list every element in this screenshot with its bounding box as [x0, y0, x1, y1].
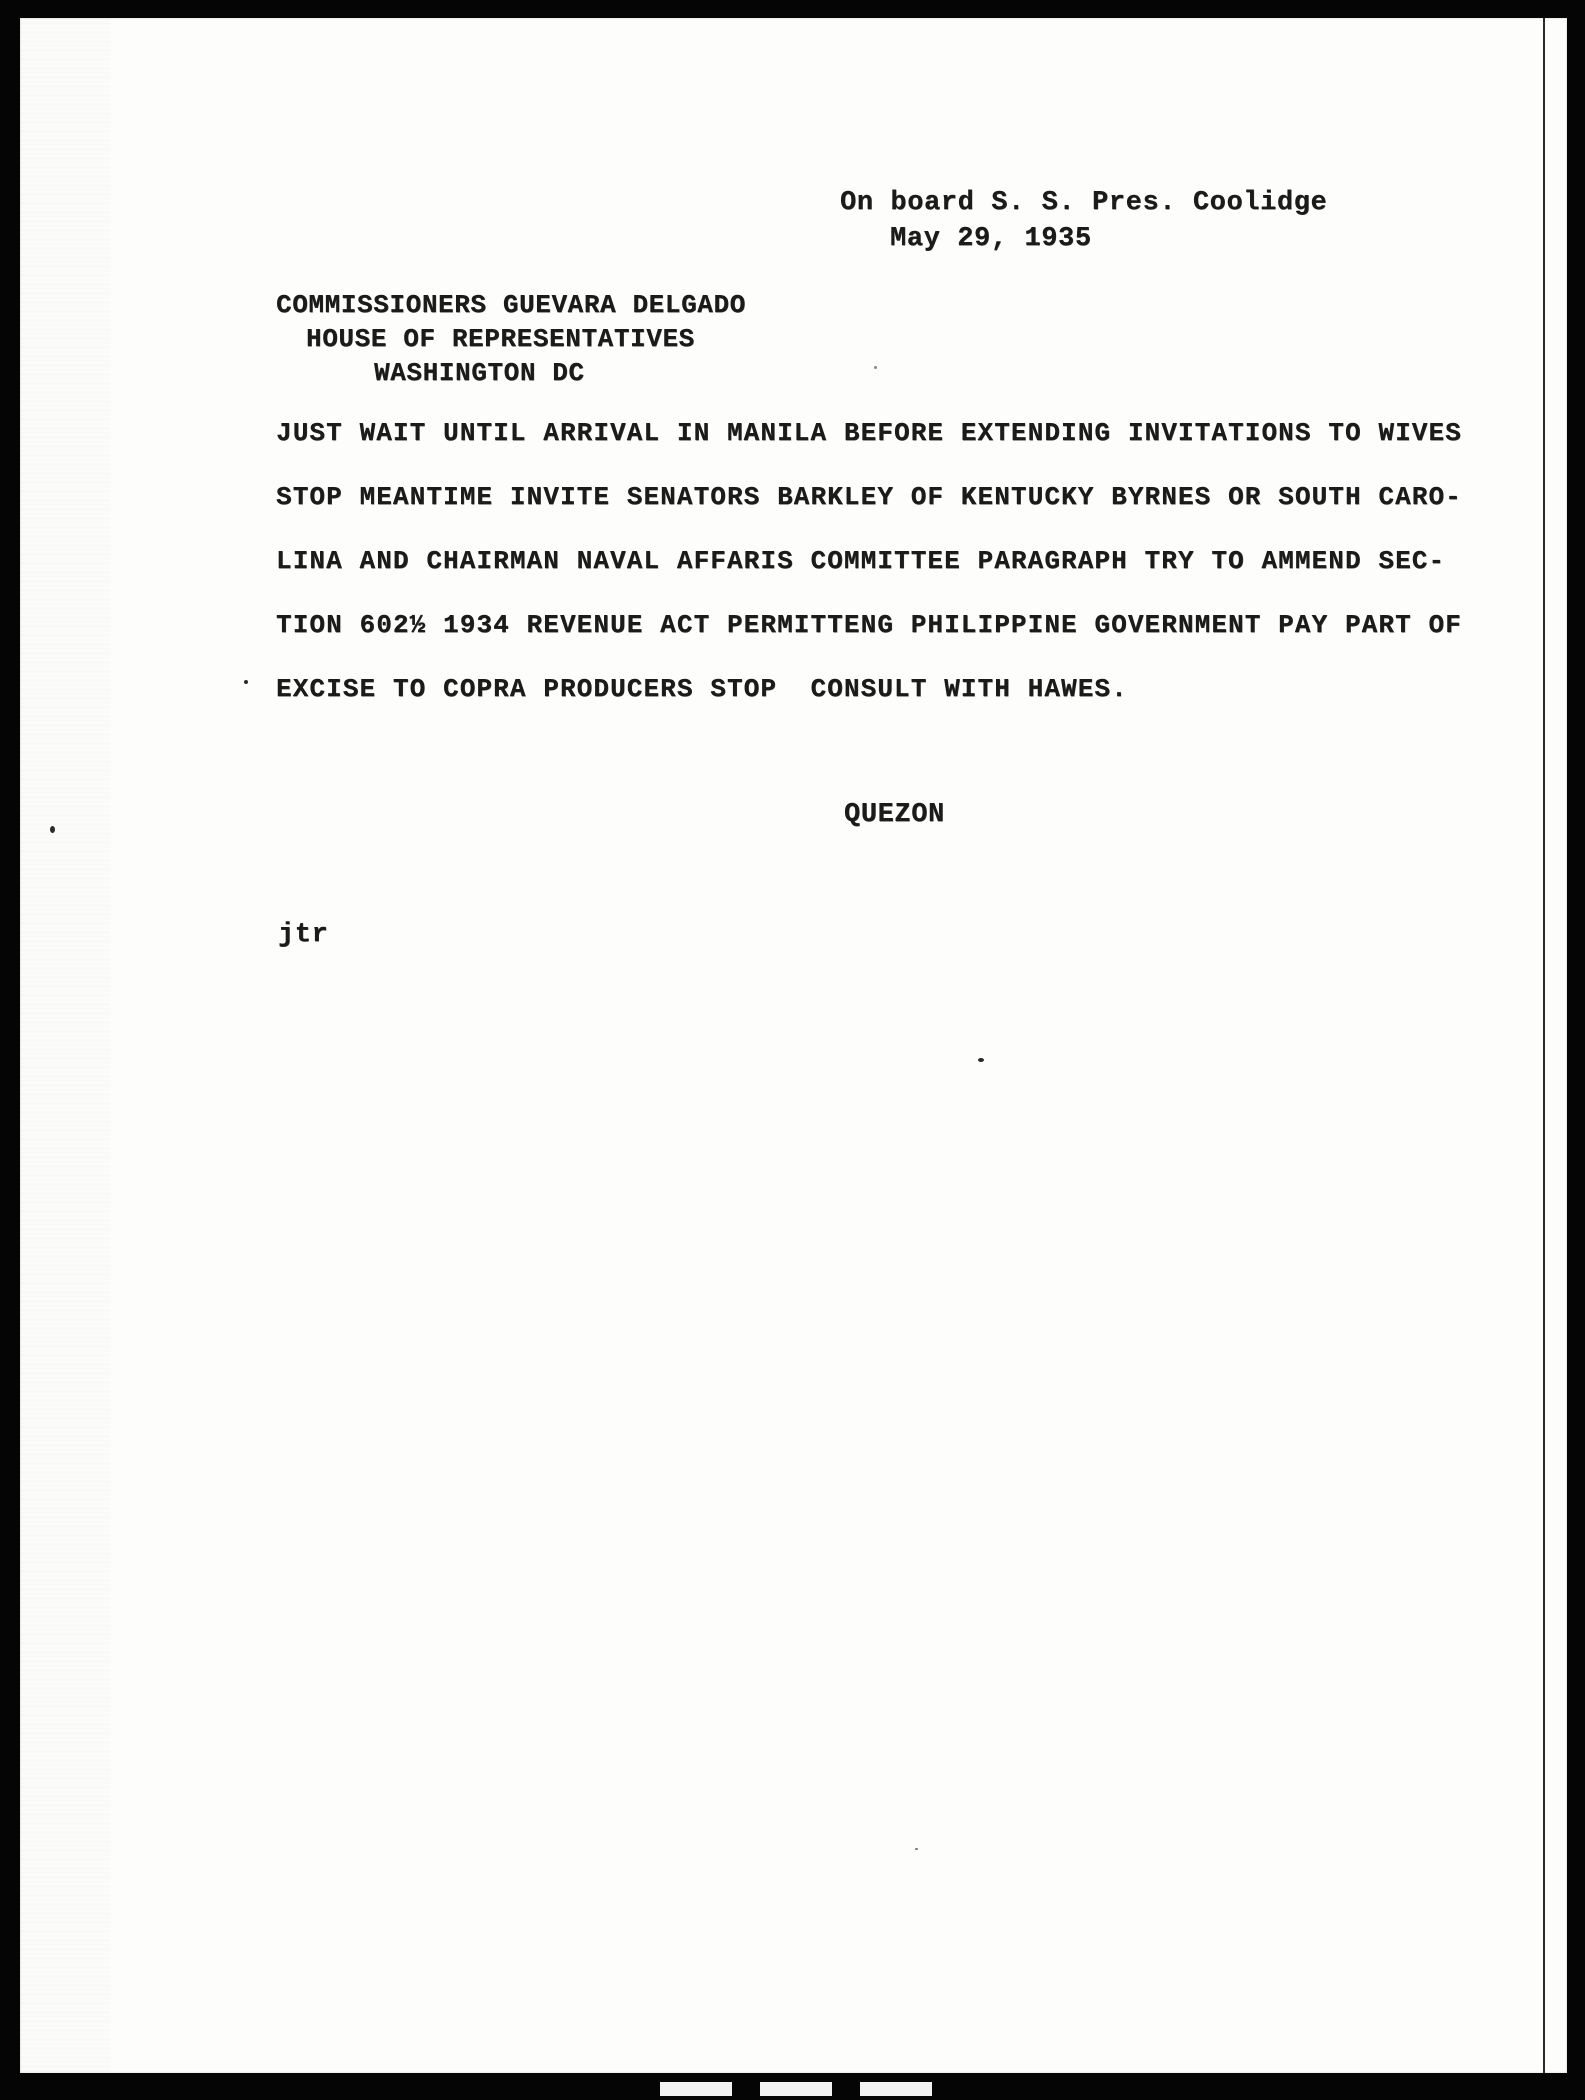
scan-speck [915, 1848, 918, 1850]
signature: QUEZON [844, 800, 945, 830]
scan-speck [978, 1058, 984, 1062]
scan-tab [760, 2082, 832, 2096]
scan-holder-tabs [0, 2072, 1585, 2100]
scan-speck [244, 680, 248, 684]
scan-tab [660, 2082, 732, 2096]
telegram-page [20, 18, 1567, 2073]
body-line-5: EXCISE TO COPRA PRODUCERS STOP CONSULT WITH HAWES. [276, 674, 1128, 704]
page-edge [1543, 18, 1545, 2073]
body-line-4: TION 602½ 1934 REVENUE ACT PERMITTENG PHILIPPINE GOVERNMENT PAY PART OF [276, 610, 1462, 640]
scan-tab [860, 2082, 932, 2096]
scan-speck [50, 826, 55, 833]
address-line-3: WASHINGTON DC [374, 358, 585, 388]
address-line-2: HOUSE OF REPRESENTATIVES [306, 324, 695, 354]
body-line-3: LINA AND CHAIRMAN NAVAL AFFARIS COMMITTEE PARAGRAPH TRY TO AMMEND SEC- [276, 546, 1446, 576]
header-location: On board S. S. Pres. Coolidge [840, 188, 1328, 218]
scan-speck [874, 366, 877, 369]
typist-initials: jtr [278, 920, 329, 950]
header-date: May 29, 1935 [890, 224, 1092, 254]
address-line-1: COMMISSIONERS GUEVARA DELGADO [276, 290, 746, 320]
body-line-1: JUST WAIT UNTIL ARRIVAL IN MANILA BEFORE EXTENDING INVITATIONS TO WIVES [276, 418, 1462, 448]
body-line-2: STOP MEANTIME INVITE SENATORS BARKLEY OF KENTUCKY BYRNES OR SOUTH CARO- [276, 482, 1462, 512]
